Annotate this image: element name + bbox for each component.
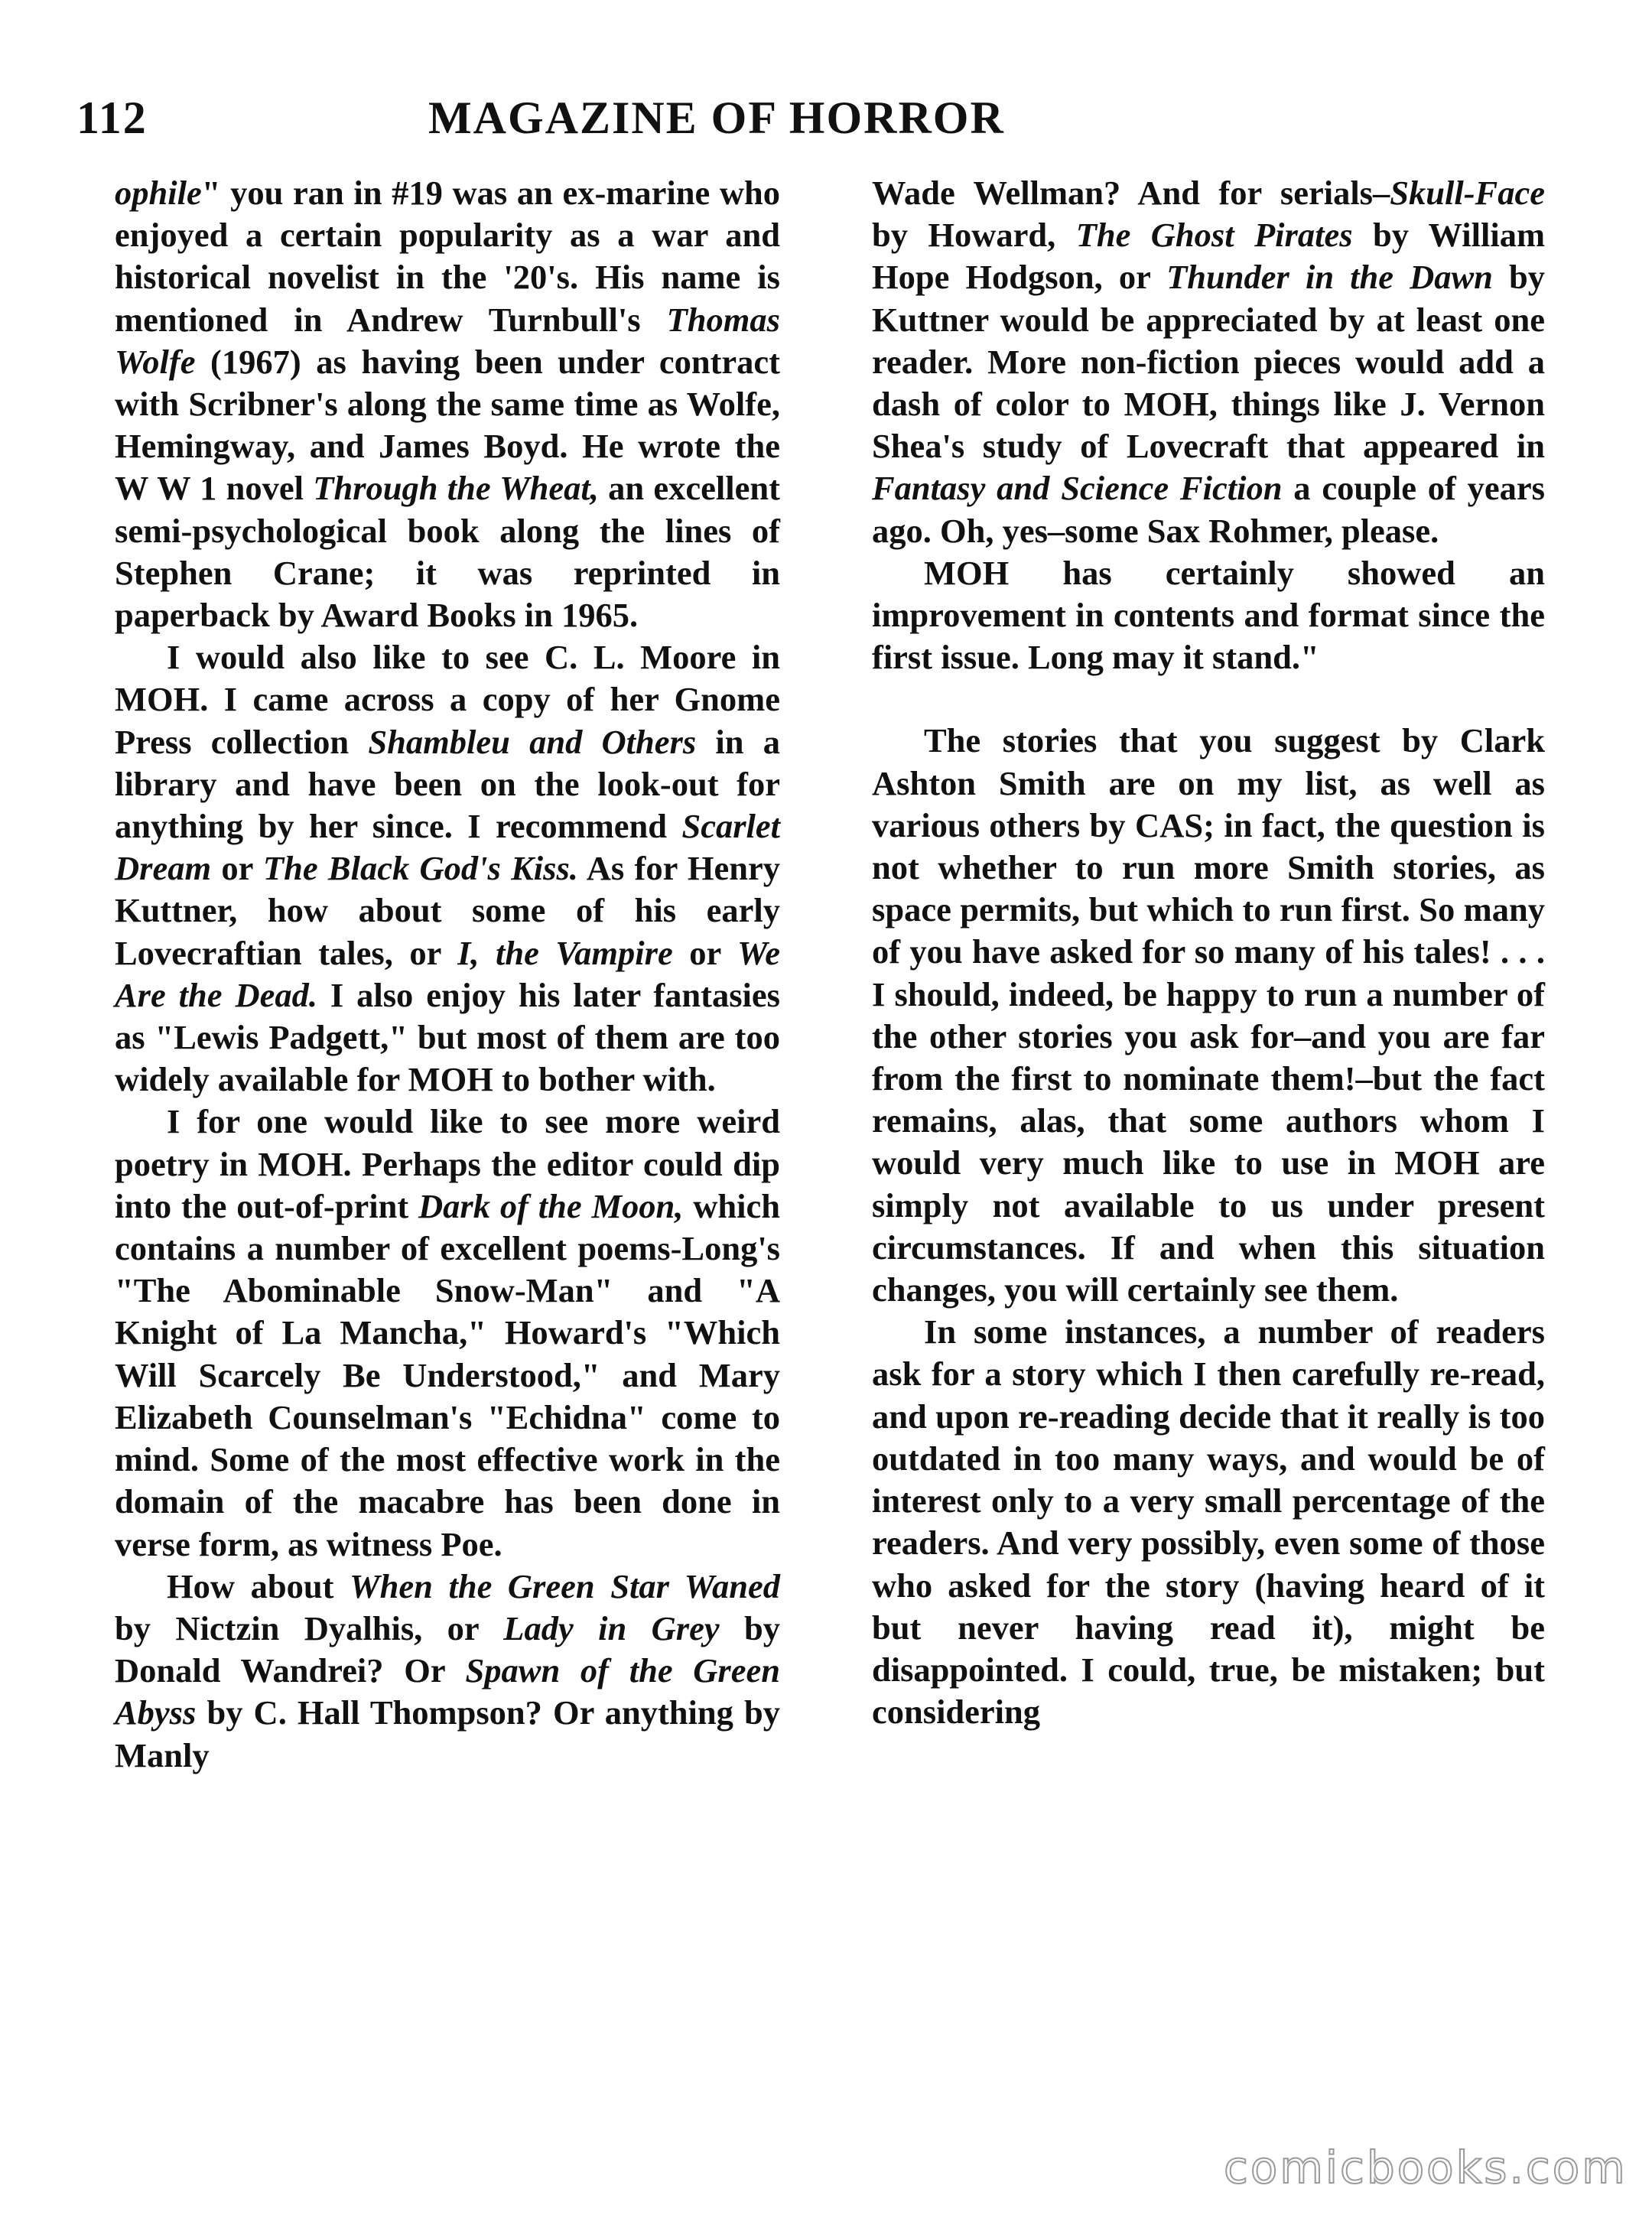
story-title: We Are the Dead. <box>115 933 781 1014</box>
left-paragraph-2: I would also like to see C. L. Moore in MOH. I came across a copy of her Gnome Press collection Shambleu and Others in a library and have been on the look-out for anything by her since. I recommend Scarlet Dream or The Black God's Kiss. As for Henry Kuttner, how about some of his early Lovecraftian tales, or I, the Vampire or We Are the Dead. I also enjoy his later fantasies as "Lewis Padgett," but most of them are too widely available for MOH to bother with. <box>115 638 781 1099</box>
book-title: Shambleu and Others <box>368 722 697 761</box>
page-number: 112 <box>76 93 148 143</box>
story-title: Scarlet Dream <box>115 807 780 888</box>
left-column <box>115 172 780 1777</box>
page-header <box>76 92 1576 161</box>
right-paragraph-1: Wade Wellman? And for serials–Skull-Face by Howard, The Ghost Pirates by William Hope Hodgson, or Thunder in the Dawn by Kuttner would be appreciated by at least one reader. More non-fiction pieces would add a dash of color to MOH, things like J. Vernon Shea's study of Lovecraft that appeared in Fantasy and Science Fiction a couple of years ago. Oh, yes–some Sax Rohmer, please. <box>872 174 1546 550</box>
story-title: Lady in Grey <box>503 1608 720 1647</box>
book-title: Dark of the Moon, <box>418 1186 684 1225</box>
story-title: I, the Vampire <box>457 933 673 972</box>
story-title: The Ghost Pirates <box>1075 216 1353 255</box>
book-title: Through the Wheat, <box>313 469 599 508</box>
story-title: Thunder in the Dawn <box>1166 258 1493 297</box>
editor-reply-paragraph-1: The stories that you suggest by Clark Ashton Smith are on my list, as well as various others by CAS; in fact, the question is not whether to run more Smith stories, as space permits, but which to run first. So many of you have asked for so many of his tales! . . . I should, indeed, be happy to run a number of the other stories you ask for–and you are far from the first to nominate them!–but the fact remains, alas, that some authors whom I would very much like to use in MOH are simply not available to us under present circumstances. If and when this situation changes, you will certainly see them. <box>872 721 1545 1309</box>
left-paragraph-4: How about When the Green Star Waned by Nictzin Dyalhis, or Lady in Grey by Donald Wandrei? Or Spawn of the Green Abyss by C. Hall Thompson? Or anything by Manly <box>115 1566 781 1774</box>
left-paragraph-3: I for one would like to see more weird poetry in MOH. Perhaps the editor could dip into the out-of-print Dark of the Moon, which contains a number of excellent poems-Long's "The Abominable Snow-Man" and "A Knight of La Mancha," Howard's "Which Will Scarcely Be Understood," and Mary Elizabeth Counselman's "Echidna" come to mind. Some of the most effective work in the domain of the macabre has been done in verse form, as witness Poe. <box>115 1102 781 1563</box>
story-title: Spawn of the Green Abyss <box>115 1651 780 1732</box>
running-title: MAGAZINE OF HORROR <box>428 93 1005 143</box>
book-title: Thomas Wolfe <box>115 300 780 381</box>
left-paragraph-1: ophile" you ran in #19 was an ex-marine who enjoyed a certain popularity as a war and historical novelist in the '20's. His name is mentioned in Andrew Turnbull's Thomas Wolfe (1967) as having been under contract with Scribner's along the same time as Wolfe, Hemingway, and James Boyd. He wrote the W W 1 novel Through the Wheat, an excellent semi-psychological book along the lines of Stephen Crane; it was reprinted in paperback by Award Books in 1965. <box>115 174 780 635</box>
right-column <box>872 172 1545 1733</box>
right-paragraph-2: MOH has certainly showed an improvement in contents and format since the first issue. Long may it stand." <box>872 553 1545 677</box>
story-title: The Black God's Kiss. <box>262 849 578 888</box>
magazine-title: Fantasy and Science Fiction <box>872 469 1283 508</box>
story-title: When the Green Star Waned <box>350 1566 780 1605</box>
watermark: comicbooks.com <box>1224 2142 1628 2194</box>
editor-reply-paragraph-2: In some instances, a number of readers ask for a story which I then carefully re-read, and upon re-reading decide that it really is too outdated in too many ways, and would be of interest only to a very small percentage of the readers. And very possibly, even some of those who asked for the story (having heard of it but never having read it), might be disappointed. I could, true, be mistaken; but considering <box>872 1312 1545 1732</box>
italic-text: ophile <box>115 174 202 212</box>
story-title: Skull-Face <box>1390 174 1545 212</box>
